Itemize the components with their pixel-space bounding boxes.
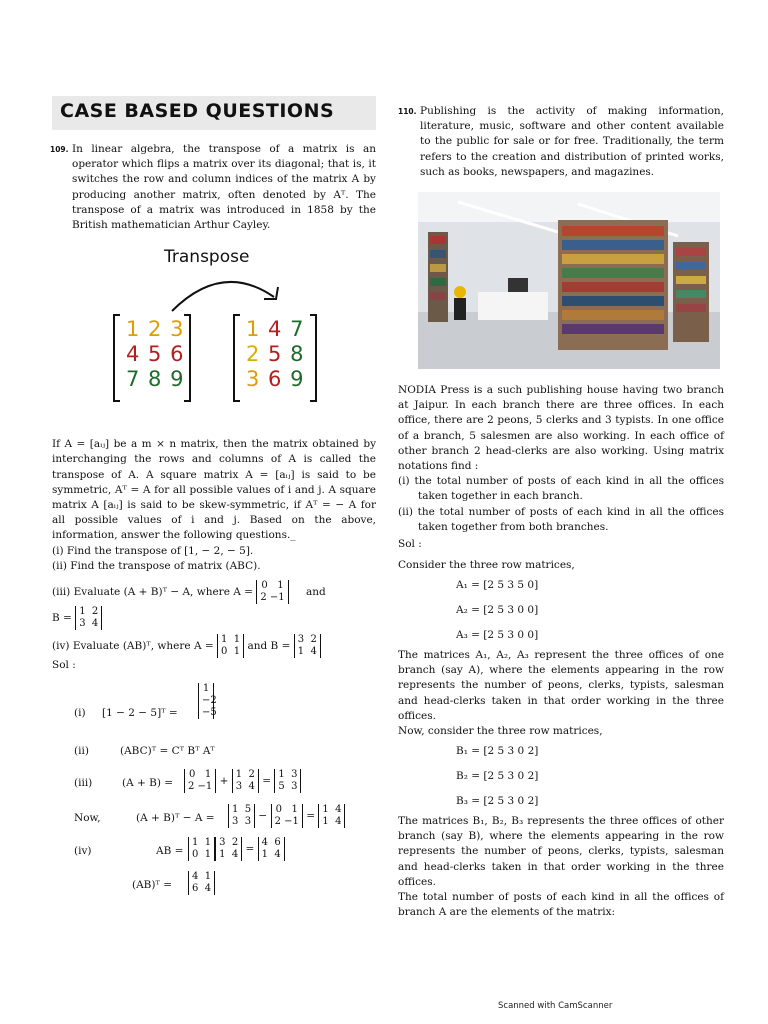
matrix-product: 1 1 0 13 2 1 4 = 4 6 1 4 (188, 837, 285, 861)
sol-now-expr: (A + B)ᵀ − A = (136, 811, 215, 824)
transposed-matrix (246, 317, 304, 392)
scanner-footer: Scanned with CamScanner (498, 1001, 613, 1011)
section-title: CASE BASED QUESTIONS (60, 100, 335, 122)
matrix-row: 1 2 3 (126, 317, 185, 342)
sol-i-expr: [1 − 2 − 5]ᵀ = (102, 706, 178, 719)
consider-text-2: Now, consider the three row matrices, (398, 725, 603, 738)
q109-solution (52, 679, 376, 905)
question-number: 110. (398, 107, 417, 116)
transpose-arrow-icon (152, 271, 292, 315)
q110-body: NODIA Press is a such publishing house having two branch at Jaipur. In each branch there are three offices. In each office, there are 2 peons, 5 clerks and 3 typists. In one office of a branch, 5 salesmen are also working. In each office of other branch 2 head-clerks are also working. Using matrix notations find : (398, 384, 724, 473)
matrix-row: 1 4 7 (246, 317, 305, 342)
q109-body: If A = [aᵢⱼ] be a m × n matrix, then the matrix obtained by interchanging the rows and columns of A is called the transpose of A. A square matrix A = [aᵢⱼ] is said to be symmetric, Aᵀ = A for all possible values of i and j. A square matrix A [aᵢⱼ] is said to be skew-symmetric, if Aᵀ = − A for all possible values of i and j. Based on the above, information, answer the following questions._ (52, 438, 376, 542)
q110-intro: Publishing is the activity of making information, literature, music, software and other content available to the public for sale or for free. Traditionally, the term refers to the creation and distribution of printed works, such as books, newspapers, and magazines. (420, 105, 724, 178)
column-matrix: 1 −2 −5 (198, 683, 214, 719)
row-matrix-a1: A₁ = [2 5 3 5 0] (456, 579, 539, 592)
question-109 (52, 142, 376, 233)
q109-part-iv-text: (iv) Evaluate (AB)ᵀ, where A = (52, 639, 214, 652)
sol-iv-label: (iv) (74, 844, 92, 857)
matrix-inline: 3 2 1 4 (294, 634, 321, 658)
q109-part-i: (i) Find the transpose of [1, − 2, − 5]. (52, 544, 254, 557)
matrix-row: 4 5 6 (126, 342, 185, 367)
branch-b-description: The matrices B₁, B₂, B₃ represents the three offices of other branch (say B), where the elements appearing in the row represents the number of peons, clerks, typists, salesman and head-clerks taken in that order working in the three offices. (398, 815, 724, 888)
sol-ii-label: (ii) (74, 744, 89, 757)
matrix-inline: 1 1 0 1 (217, 634, 244, 658)
q109-intro: In linear algebra, the transpose of a matrix is an operator which flips a matrix over its diagonal; that is, it switches the row and column indices of the matrix A by producing another matrix, often denoted by Aᵀ. The transpose of a matrix was introduced in 1858 by the British mathematician Arthur Cayley. (72, 143, 376, 232)
q109-part-iii-b (52, 606, 376, 630)
total-posts-text: The total number of posts of each kind in all the offices of branch A are the elements of the matrix: (398, 891, 724, 919)
row-matrix-a3: A₃ = [2 5 3 0 0] (456, 629, 539, 642)
sol-i-label: (i) (74, 706, 86, 719)
transpose-figure (52, 247, 376, 427)
right-column (398, 104, 724, 920)
and-text: and B = (247, 639, 291, 652)
q110-part-ii: (ii) the total number of posts of each kind in all the offices taken together from both branches. (398, 505, 724, 533)
matrix-sum: 0 1 2 −1 + 1 2 3 4 = 1 3 5 3 (184, 769, 301, 793)
question-number: 109. (50, 145, 69, 154)
q109-part-iii-text: (iii) Evaluate (A + B)ᵀ − A, where A = (52, 585, 253, 598)
sol-ii-expr: (ABC)ᵀ = Cᵀ Bᵀ Aᵀ (120, 744, 215, 757)
bookshelf-image (418, 192, 720, 369)
sol-iv-expr: AB = (156, 844, 184, 857)
q109-part-ii: (ii) Find the transpose of matrix (ABC). (52, 559, 261, 572)
and-text: and (305, 585, 326, 598)
q109-part-iii (52, 580, 376, 604)
row-matrix-b1: B₁ = [2 5 3 0 2] (456, 745, 539, 758)
sol-iv2-expr: (AB)ᵀ = (132, 878, 173, 891)
q110-part-i: (i) the total number of posts of each kind in all the offices taken together in each branch. (398, 475, 724, 503)
row-matrix-b2: B₂ = [2 5 3 0 2] (456, 770, 539, 783)
sol-label: Sol : (52, 658, 76, 671)
branch-a-description: The matrices A₁, A₂, A₃ represent the three offices of one branch (say A), where the elements appearing in the row represents the number of peons, clerks, typists, salesman and head-clerks taken in that order working in the three offices. (398, 649, 724, 722)
matrix-row: 3 6 9 (246, 367, 305, 392)
row-matrix-a2: A₂ = [2 5 3 0 0] (456, 604, 539, 617)
left-column (52, 96, 376, 905)
matrix-result: 4 1 6 4 (188, 871, 215, 895)
sol-label: Sol : (398, 538, 422, 551)
library-photo (418, 192, 720, 369)
figure-title: Transpose (164, 247, 250, 268)
question-110 (398, 104, 724, 180)
section-banner (52, 96, 376, 130)
q109-part-iv (52, 634, 376, 658)
sol-now-label: Now, (74, 811, 101, 824)
matrix-inline: 1 2 3 4 (75, 606, 102, 630)
consider-text: Consider the three row matrices, (398, 559, 575, 572)
matrix-inline: 0 1 2 −1 (256, 580, 288, 604)
b-label: B = (52, 611, 72, 624)
sol-iii-label: (iii) (74, 776, 93, 789)
matrix-row: 7 8 9 (126, 367, 185, 392)
matrix-row: 2 5 8 (246, 342, 305, 367)
original-matrix (126, 317, 184, 392)
matrix-difference: 1 5 3 3 − 0 1 2 −1 = 1 4 1 4 (228, 804, 345, 828)
row-matrix-b3: B₃ = [2 5 3 0 2] (456, 795, 539, 808)
sol-iii-expr: (A + B) = (122, 776, 174, 789)
